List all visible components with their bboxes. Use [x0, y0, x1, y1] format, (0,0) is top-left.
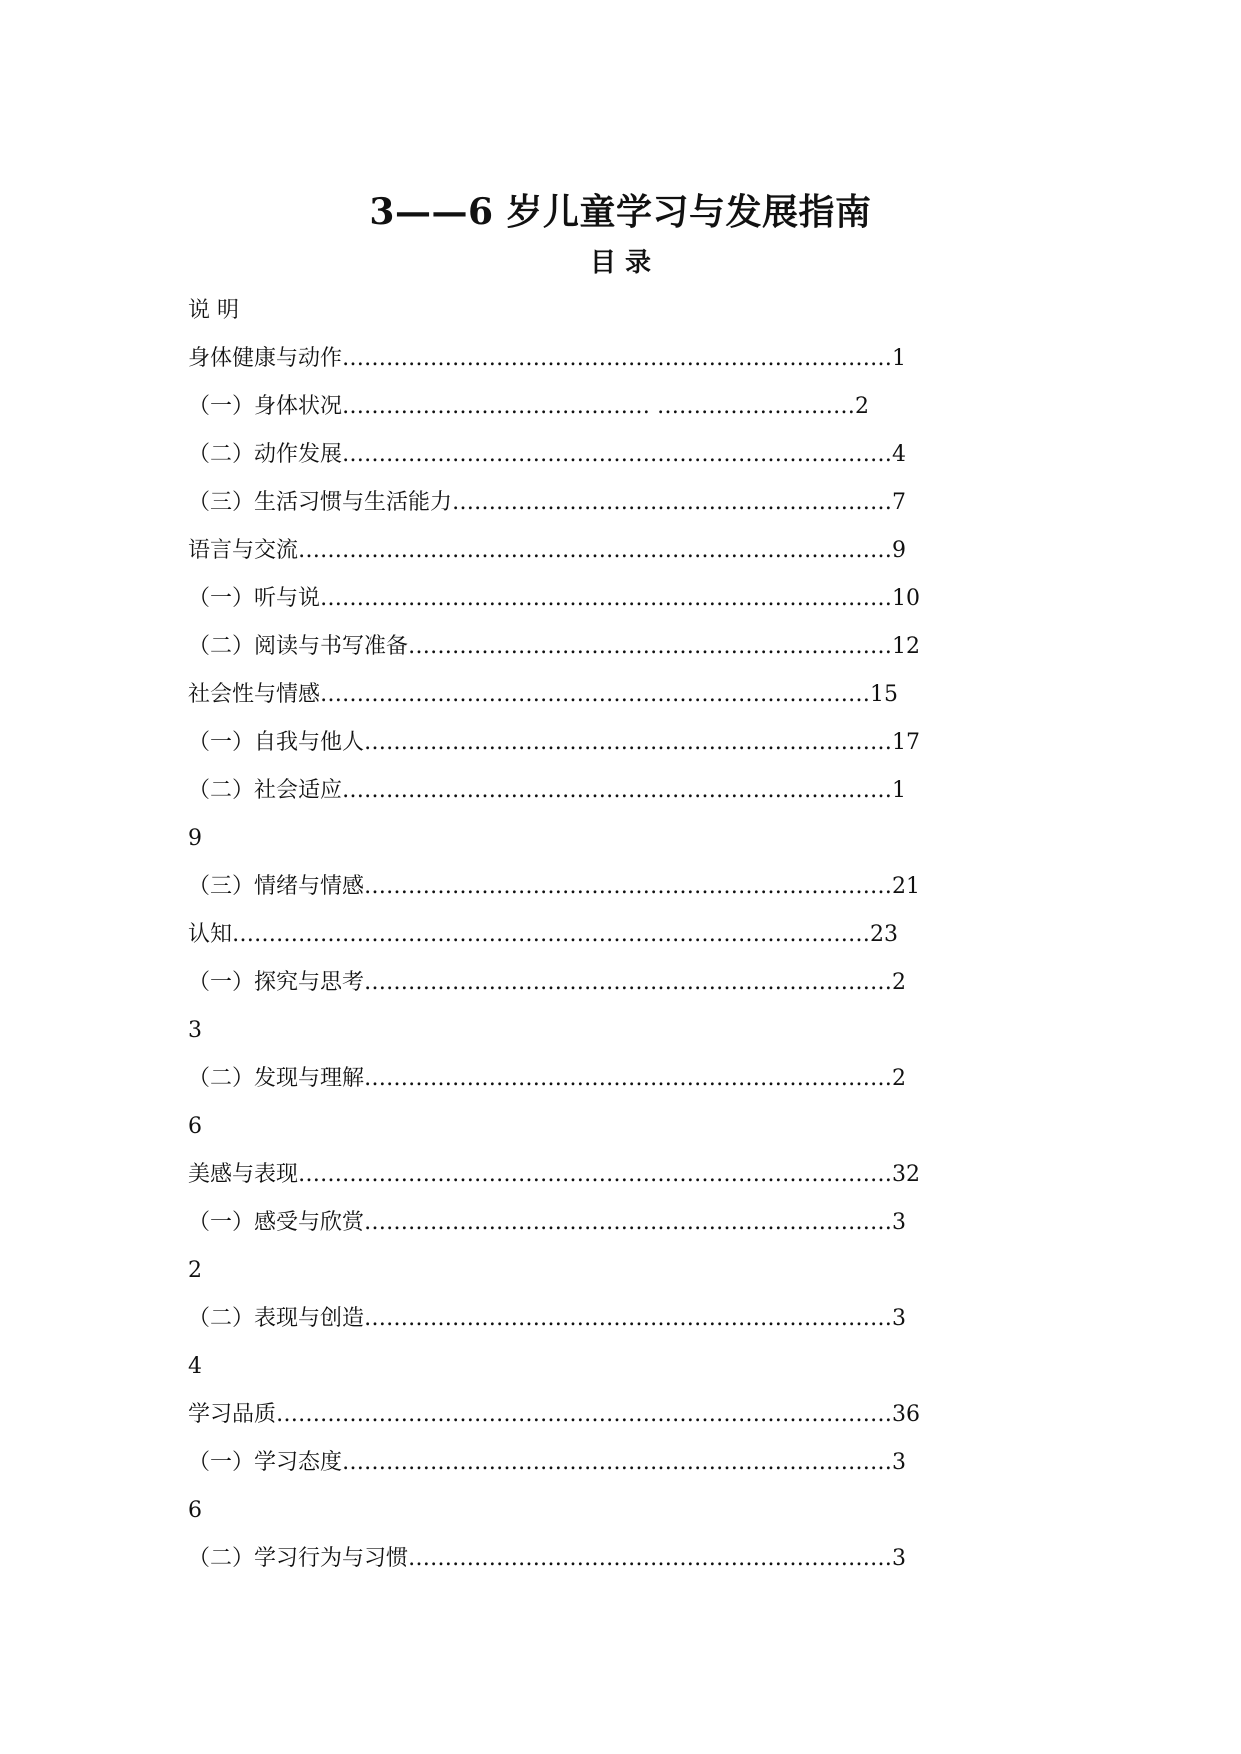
toc-entry: （二）阅读与书写准备…………………………………………………………12: [188, 634, 920, 659]
table-of-contents: [188, 287, 1068, 1583]
toc-entry-wrap: 6: [188, 1114, 202, 1139]
toc-entry-wrap: 3: [188, 1018, 202, 1043]
toc-entry: （一）探究与思考………………………………………………………………2: [188, 970, 906, 995]
toc-entry: （二）动作发展…………………………………………………………………4: [188, 442, 906, 467]
toc-entry-wrap: 2: [188, 1258, 202, 1283]
toc-entry: （二）发现与理解………………………………………………………………2: [188, 1066, 906, 1091]
toc-heading: 目 录: [589, 248, 652, 278]
toc-entry: 美感与表现………………………………………………………………………32: [188, 1162, 920, 1187]
toc-entry: （一）身体状况…………………………………… ………………………2: [188, 394, 869, 419]
toc-entry: （三）生活习惯与生活能力……………………………………………………7: [188, 490, 906, 515]
toc-entry: 说 明: [188, 298, 239, 323]
toc-entry: （一）感受与欣赏………………………………………………………………3: [188, 1210, 906, 1235]
toc-entry-wrap: 4: [188, 1354, 202, 1379]
toc-entry: （三）情绪与情感………………………………………………………………21: [188, 874, 920, 899]
toc-entry: （二）表现与创造………………………………………………………………3: [188, 1306, 906, 1331]
toc-entry: 身体健康与动作…………………………………………………………………1: [188, 346, 906, 371]
toc-entry-wrap: 9: [188, 826, 202, 851]
toc-entry: 社会性与情感…………………………………………………………………15: [188, 682, 898, 707]
document-title: 3——6 岁儿童学习与发展指南: [369, 191, 872, 233]
toc-entry: 学习品质…………………………………………………………………………36: [188, 1402, 920, 1427]
toc-entry: （二）社会适应…………………………………………………………………1: [188, 778, 906, 803]
toc-entry-wrap: 6: [188, 1498, 202, 1523]
toc-entry: （一）自我与他人………………………………………………………………17: [188, 730, 920, 755]
toc-entry: （一）学习态度…………………………………………………………………3: [188, 1450, 906, 1475]
toc-entry: 语言与交流………………………………………………………………………9: [188, 538, 906, 563]
toc-entry: （二）学习行为与习惯…………………………………………………………3: [188, 1546, 906, 1571]
toc-entry: 认知……………………………………………………………………………23: [188, 922, 898, 947]
toc-entry: （一）听与说……………………………………………………………………10: [188, 586, 920, 611]
